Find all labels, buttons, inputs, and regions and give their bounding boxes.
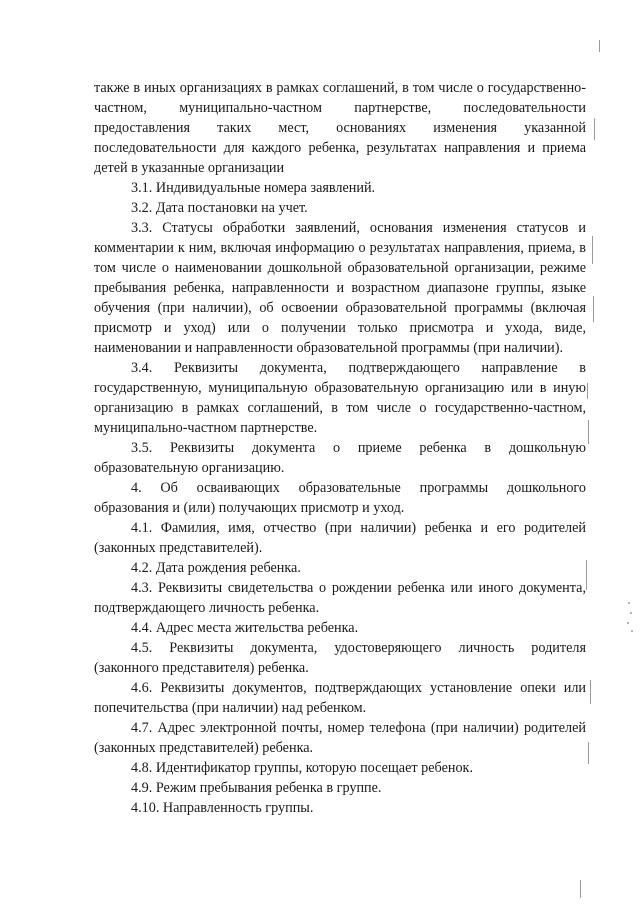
scan-artifact-line — [580, 880, 581, 898]
paragraph-4-1: 4.1. Фамилия, имя, отчество (при наличии) ребенка и его родителей (законных представителей). — [94, 520, 586, 556]
paragraph-3-5: 3.5. Реквизиты документа о приеме ребенка в дошкольную образовательную организацию. — [94, 440, 586, 476]
paragraph-4-7: 4.7. Адрес электронной почты, номер телефона (при наличии) родителей (законных представителей) ребенка. — [94, 720, 586, 756]
paragraph-4: 4. Об осваивающих образовательные программы дошкольного образования и (или) получающих присмотр и уход. — [94, 480, 586, 516]
paragraph-4-8: 4.8. Идентификатор группы, которую посещает ребенок. — [131, 760, 473, 776]
scan-artifact-line — [594, 118, 595, 140]
scan-artifact-line — [588, 420, 589, 444]
paragraph-3-4: 3.4. Реквизиты документа, подтверждающего направление в государственную, муниципальную образовательную организацию или в иную организацию в рамках соглашений, в том числе о государственно-частном, муниципально-частном партнерстве. — [94, 360, 586, 436]
scan-artifact-line — [587, 383, 588, 399]
scan-artifact-line — [586, 560, 587, 590]
paragraph-4-5: 4.5. Реквизиты документа, удостоверяющего личность родителя (законного представителя) ребенка. — [94, 640, 586, 676]
scan-artifact-dot — [628, 602, 630, 604]
paragraph-4-9: 4.9. Режим пребывания ребенка в группе. — [131, 780, 382, 796]
scan-artifact-line — [588, 742, 589, 764]
paragraph-3-2: 3.2. Дата постановки на учет. — [131, 200, 308, 216]
document-page — [94, 78, 586, 818]
paragraph-4-3: 4.3. Реквизиты свидетельства о рождении ребенка или иного документа, подтверждающего личность ребенка. — [94, 580, 586, 616]
scan-artifact-line — [599, 40, 600, 52]
paragraph-4-2: 4.2. Дата рождения ребенка. — [131, 560, 301, 576]
paragraph-3-1: 3.1. Индивидуальные номера заявлений. — [131, 180, 376, 196]
paragraph-3-3: 3.3. Статусы обработки заявлений, основания изменения статусов и комментарии к ним, включая информацию о результатах направления, приема, в том числе о наименовании дошкольной образовательной организации, режиме пребывания ребенка, направленности и возрастном диапазоне группы, языке обучения (при наличии), об освоении образовательной программы (включая присмотр и уход) или о получении только присмотра и ухода, виде, наименовании и направленности образовательной программы (при наличии). — [94, 220, 586, 356]
paragraph-continuation: также в иных организациях в рамках соглашений, в том числе о государственно-частном, муниципально-частном партнерстве, последовательности предоставления таких мест, основаниях изменения указанной последовательности для каждого ребенка, результатах направления и приема детей в указанные организации — [94, 80, 586, 176]
scan-artifact-dot — [631, 630, 633, 632]
paragraph-4-6: 4.6. Реквизиты документов, подтверждающих установление опеки или попечительства (при наличии) над ребенком. — [94, 680, 586, 716]
scan-artifact-dot — [627, 622, 629, 624]
scan-artifact-dot — [630, 612, 632, 614]
paragraph-4-4: 4.4. Адрес места жительства ребенка. — [131, 620, 359, 636]
scan-artifact-line — [592, 236, 593, 264]
scan-artifact-line — [593, 296, 594, 322]
paragraph-4-10: 4.10. Направленность группы. — [131, 800, 314, 816]
scan-artifact-line — [590, 680, 591, 704]
